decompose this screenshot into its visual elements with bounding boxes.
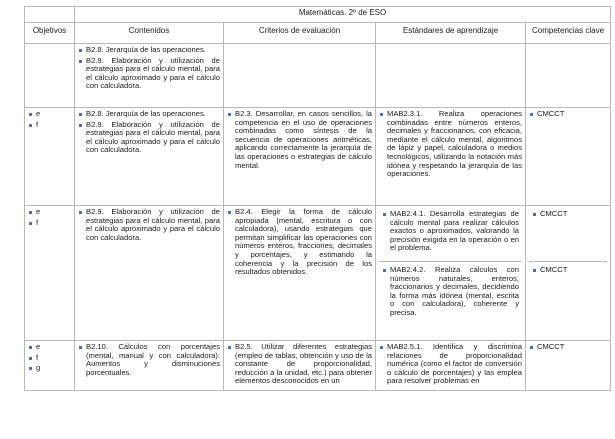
- subject-title: Matemáticas. 2º de ESO: [75, 7, 611, 23]
- estandares-cell: [376, 206, 526, 341]
- objetivos-cell: [25, 206, 75, 341]
- objetivos-cell: [25, 44, 75, 108]
- column-header-criterios: Criterios de evaluación: [224, 23, 376, 44]
- contenidos-cell: [75, 44, 224, 108]
- column-header-estandares: Estándares de aprendizaje: [376, 23, 526, 44]
- competencia-item: CMCCT: [532, 266, 604, 275]
- competencia-item: CMCCT: [529, 343, 607, 352]
- objetivo-item: e: [28, 343, 71, 352]
- contenidos-cell: [75, 341, 224, 391]
- column-header-contenidos: Contenidos: [75, 23, 224, 44]
- criterios-cell: [224, 44, 376, 108]
- table-row: [25, 44, 611, 108]
- criterio-item: B2.3. Desarrollar, en casos sencillos, la competencia en el uso de operaciones combinadas como síntesis de la secuencia de operaciones aritméticas, aplicando correctamente la jerarquía de las operaciones o estrategias de cálculo mental.: [227, 110, 372, 170]
- objetivos-cell: [25, 108, 75, 206]
- objetivo-item: g: [28, 364, 71, 373]
- competencias-cell: [526, 108, 611, 206]
- table-row: [25, 206, 611, 341]
- table-row: [25, 108, 611, 206]
- competencias-cell: [526, 341, 611, 391]
- contenidos-cell: [75, 108, 224, 206]
- competencias-cell: [526, 206, 611, 341]
- contenido-item: B2.9. Elaboración y utilización de estrategias para el cálculo mental, para el cálculo aproximado y para el cálculo con calculadora.: [78, 208, 220, 242]
- criterios-cell: [224, 206, 376, 341]
- contenido-item: B2.9. Elaboración y utilización de estrategias para el cálculo mental, para el cálculo aproximado y para el cálculo con calculadora.: [78, 121, 220, 155]
- estandares-cell: [376, 44, 526, 108]
- contenidos-cell: [75, 206, 224, 341]
- contenido-item: B2.9. Elaboración y utilización de estrategias para el cálculo mental, para el cálculo aproximado y para el cálculo con calculadora.: [78, 57, 220, 91]
- objetivo-item: e: [28, 208, 71, 217]
- contenido-item: B2.10. Cálculos con porcentajes (mental, manual y con calculadora). Aumentos y disminuciones porcentuales.: [78, 343, 220, 377]
- estandares-cell: [376, 341, 526, 391]
- corner-cell: [25, 7, 75, 23]
- column-header-competencias: Competencias clave: [526, 23, 611, 44]
- contenido-item: B2.8. Jerarquía de las operaciones.: [78, 110, 220, 119]
- criterios-cell: [224, 341, 376, 391]
- criterio-item: B2.5. Utilizar diferentes estrategias (empleo de tablas, obtención y uso de la constante de proporcionalidad, reducción a la unidad, etc.) para obtener elementos desconocidos en un: [227, 343, 372, 386]
- competencia-item: CMCCT: [529, 110, 607, 119]
- estandar-item: MAB2.5.1. Identifica y discrimina relaciones de proporcionalidad numérica (como el factor de conversión o cálculo de porcentajes) y las emplea para resolver problemas en: [379, 343, 522, 386]
- criterios-cell: [224, 108, 376, 206]
- contenido-item: B2.8. Jerarquía de las operaciones.: [78, 46, 220, 55]
- curriculum-table: [24, 6, 611, 391]
- competencias-cell: [526, 44, 611, 108]
- column-header-objetivos: Objetivos: [25, 23, 75, 44]
- criterio-item: B2.4. Elegir la forma de cálculo apropiada (mental, escritura o con calculadora), usando estrategias que permitan simplificar las operaciones con números enteros, fracciones, decimales y porcentajes, y estimando la coherencia y la precisión de los resultados obtenidos.: [227, 208, 372, 277]
- objetivo-item: e: [28, 110, 71, 119]
- estandar-item: MAB2.4.2. Realiza cálculos con números naturales, enteros, fraccionarios y decimales, decidiendo la forma más idónea (mental, escrita o con calculadora), coherente y precisa.: [382, 266, 519, 318]
- estandar-item: MAB2.3.1. Realiza operaciones combinadas entre números enteros, decimales y fraccionarios, con eficacia, mediante el cálculo mental, algoritmos de lápiz y papel, calculadora o medios tecnológicos, utilizando la notación más idónea y respetando la jerarquía de las operaciones.: [379, 110, 522, 179]
- competencia-item: CMCCT: [532, 210, 604, 219]
- objetivo-item: f: [28, 354, 71, 363]
- objetivo-item: f: [28, 219, 71, 228]
- objetivos-cell: [25, 341, 75, 391]
- estandares-cell: [376, 108, 526, 206]
- estandar-item: MAB2.4.1. Desarrolla estrategias de cálculo mental para realizar cálculos exactos o aproximados, valorando la precisión exigida en la operación o en el problema.: [382, 210, 519, 253]
- table-row: [25, 341, 611, 391]
- objetivo-item: f: [28, 121, 71, 130]
